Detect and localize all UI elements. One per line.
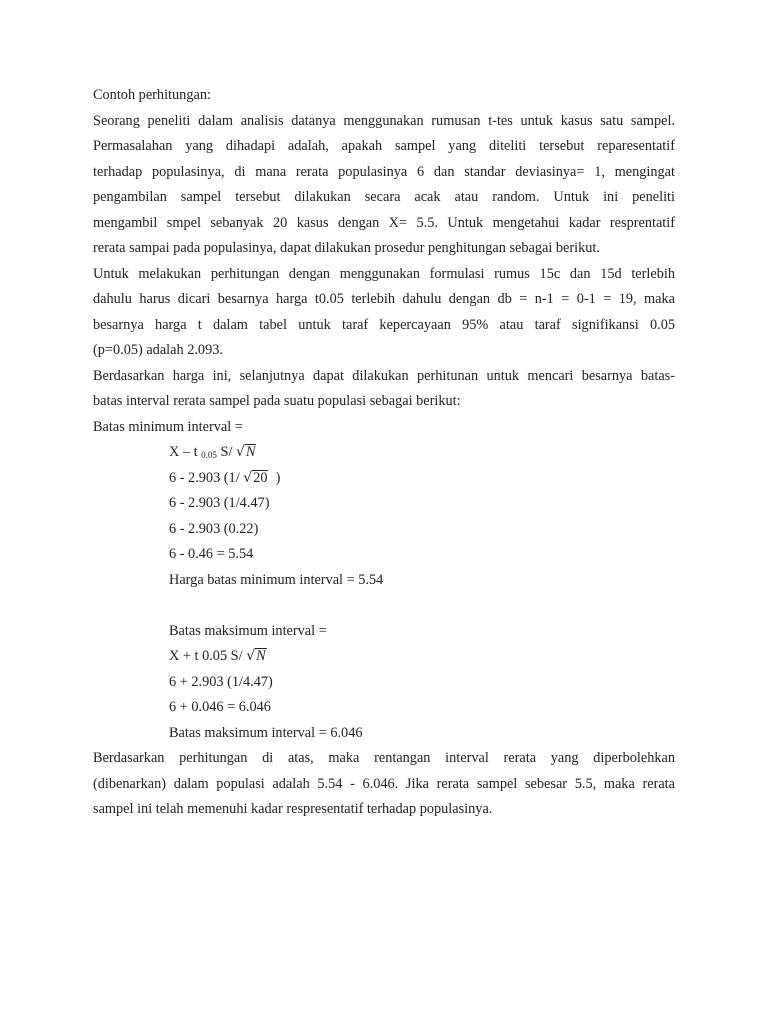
paragraph-line: sampel ini telah memenuhi kadar respresentatif terhadap populasinya. bbox=[93, 801, 493, 817]
min-step-4: 6 - 0.46 = 5.54 bbox=[169, 546, 254, 562]
radical-sign: √ bbox=[246, 648, 256, 664]
paragraph-line: mengambil smpel sebanyak 20 kasus dengan X= 5.5. Untuk mengetahui kadar resprentatif bbox=[93, 214, 675, 231]
paragraph-line: dahulu harus dicari besarnya harga t0.05 terlebih dahulu dengan db = n-1 = 0-1 = 19, maka bbox=[93, 291, 675, 307]
max-result: Batas maksimum interval = 6.046 bbox=[169, 724, 363, 741]
maximum-interval-section bbox=[93, 619, 675, 747]
min-step-2: 6 - 2.903 (1/4.47) bbox=[169, 495, 270, 511]
paragraph-line: (p=0.05) adalah 2.093. bbox=[93, 342, 223, 358]
min-interval-label: Batas minimum interval = bbox=[93, 418, 243, 435]
heading: Contoh perhitungan: bbox=[93, 87, 211, 103]
radicand: 20 bbox=[253, 469, 268, 486]
paragraph-line: besarnya harga t dalam tabel untuk taraf kepercayaan 95% atau taraf signifikansi 0.05 bbox=[93, 316, 675, 333]
paragraph-line: Permasalahan yang dihadapi adalah, apakah sampel yang diteliti tersebut reparesentatif bbox=[93, 138, 675, 154]
paragraph-line: batas interval rerata sampel pada suatu populasi sebagai berikut: bbox=[93, 393, 461, 409]
square-root bbox=[243, 466, 268, 492]
paragraph-problem bbox=[93, 109, 675, 262]
max-formula bbox=[93, 644, 675, 670]
radical-sign: √ bbox=[236, 444, 245, 460]
formula-prefix: X – t bbox=[169, 444, 202, 460]
paragraph-line: Seorang peneliti dalam analisis datanya menggunakan rumusan t-tes untuk kasus satu sampel. bbox=[93, 112, 675, 129]
paragraph-intro-calc bbox=[93, 364, 675, 415]
min-formula bbox=[93, 440, 675, 466]
radicand: N bbox=[256, 648, 266, 664]
paragraph-line: (dibenarkan) dalam populasi adalah 5.54 - 6.046. Jika rerata sampel sebesar 5.5, maka rerata bbox=[93, 775, 675, 792]
radicand: N bbox=[245, 444, 256, 460]
min-step-1 bbox=[93, 466, 675, 492]
square-root bbox=[246, 644, 266, 670]
max-step-2: 6 + 0.046 = 6.046 bbox=[169, 699, 271, 715]
paragraph-line: Berdasarkan perhitungan di atas, maka rentangan interval rerata yang diperbolehkan bbox=[93, 750, 675, 766]
step-prefix: 6 - 2.903 (1/ bbox=[169, 469, 244, 486]
formula-subscript: 0.05 bbox=[201, 450, 217, 460]
formula-prefix: X + t 0.05 S/ bbox=[169, 648, 247, 664]
max-interval-label: Batas maksimum interval = bbox=[169, 622, 327, 639]
spacer bbox=[93, 593, 675, 619]
min-result: Harga batas minimum interval = 5.54 bbox=[169, 571, 384, 588]
formula-middle: S/ bbox=[216, 444, 236, 460]
paragraph-line: terhadap populasinya, di mana rerata populasinya 6 dan standar deviasinya= 1, mengingat bbox=[93, 163, 675, 180]
document-body bbox=[93, 83, 675, 823]
step-suffix: ) bbox=[268, 469, 281, 486]
min-step-3: 6 - 2.903 (0.22) bbox=[169, 520, 259, 537]
paragraph-line: rerata sampai pada populasinya, dapat dilakukan prosedur penghitungan sebagai berikut. bbox=[93, 240, 600, 256]
max-step-1: 6 + 2.903 (1/4.47) bbox=[169, 673, 273, 690]
minimum-interval-section bbox=[93, 415, 675, 594]
radical-sign: √ bbox=[243, 469, 253, 486]
paragraph-line: pengambilan sampel tersebut dilakukan secara acak atau random. Untuk ini peneliti bbox=[93, 189, 675, 205]
paragraph-line: Berdasarkan harga ini, selanjutnya dapat dilakukan perhitunan untuk mencari besarnya batas- bbox=[93, 367, 675, 384]
paragraph-line: Untuk melakukan perhitungan dengan menggunakan formulasi rumus 15c dan 15d terlebih bbox=[93, 265, 675, 282]
paragraph-conclusion bbox=[93, 746, 675, 823]
square-root bbox=[236, 440, 256, 466]
paragraph-method bbox=[93, 262, 675, 364]
